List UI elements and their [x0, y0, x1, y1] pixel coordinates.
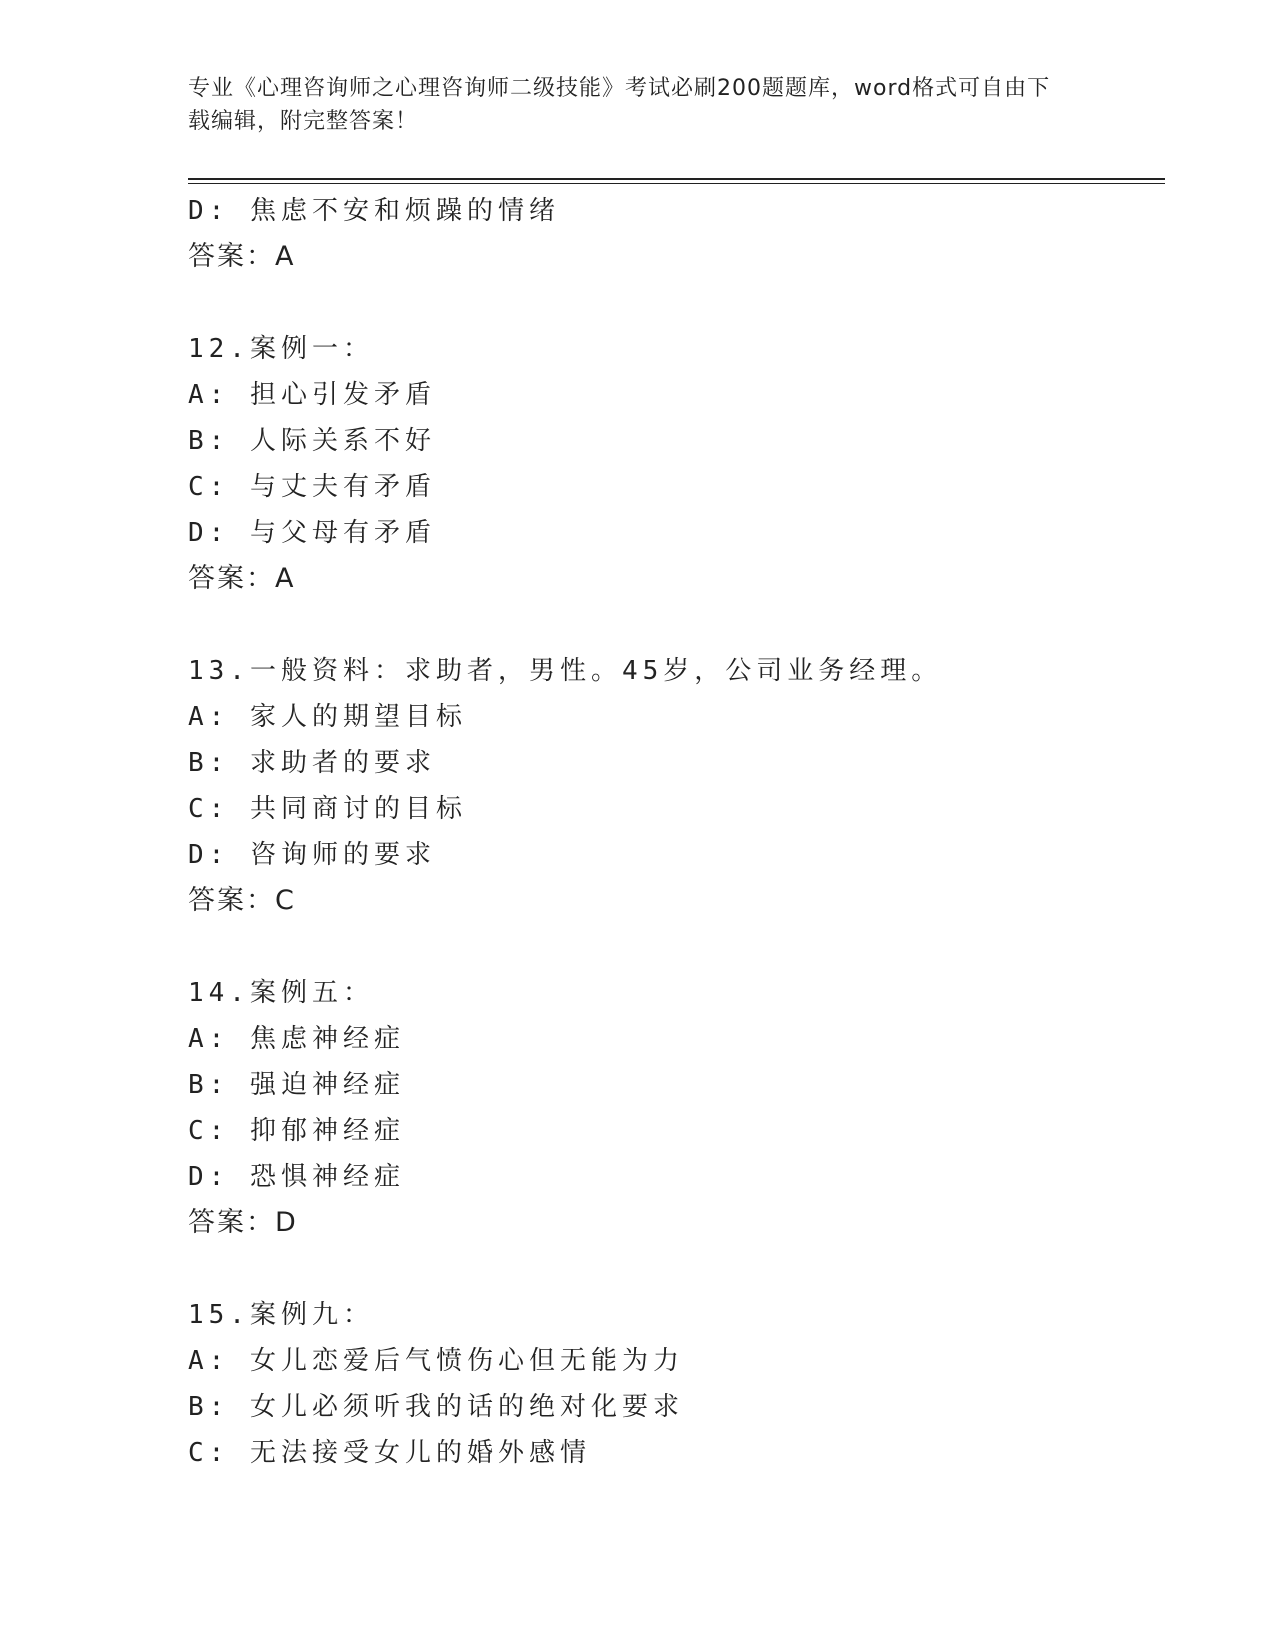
question-list	[188, 188, 1148, 1476]
option-line: D: 与父母有矛盾	[188, 518, 436, 548]
header-divider-top	[188, 178, 1165, 180]
question-stem: 14.案例五：	[188, 978, 374, 1008]
option-line: C: 抑郁神经症	[188, 1116, 405, 1146]
option-line: D: 咨询师的要求	[188, 840, 436, 870]
blank-spacer	[188, 924, 1148, 970]
option-line: C: 与丈夫有矛盾	[188, 472, 436, 502]
blank-spacer	[188, 1246, 1148, 1292]
answer-line: 答案：C	[188, 885, 296, 916]
answer-line: 答案：A	[188, 241, 296, 272]
option-line: C: 无法接受女儿的婚外感情	[188, 1438, 591, 1468]
option-line: D: 恐惧神经症	[188, 1162, 405, 1192]
option-line: B: 人际关系不好	[188, 426, 436, 456]
option-line: A: 焦虑神经症	[188, 1024, 405, 1054]
question-stem: 13.一般资料：求助者，男性。45岁，公司业务经理。	[188, 656, 943, 686]
option-line: B: 女儿必须听我的话的绝对化要求	[188, 1392, 684, 1422]
document-header: 专业《心理咨询师之心理咨询师二级技能》考试必刷200题题库，word格式可自由下载编辑，附完整答案！	[188, 76, 1051, 134]
option-line: C: 共同商讨的目标	[188, 794, 467, 824]
option-line: A: 担心引发矛盾	[188, 380, 436, 410]
header-divider-bottom	[188, 183, 1165, 184]
option-line: A: 女儿恋爱后气愤伤心但无能为力	[188, 1346, 684, 1376]
option-line: B: 强迫神经症	[188, 1070, 405, 1100]
question-stem: 12.案例一：	[188, 334, 374, 364]
blank-spacer	[188, 602, 1148, 648]
blank-spacer	[188, 280, 1148, 326]
option-line: D: 焦虑不安和烦躁的情绪	[188, 196, 560, 226]
answer-line: 答案：D	[188, 1207, 298, 1238]
question-stem: 15.案例九：	[188, 1300, 374, 1330]
option-line: A: 家人的期望目标	[188, 702, 467, 732]
answer-line: 答案：A	[188, 563, 296, 594]
option-line: B: 求助者的要求	[188, 748, 436, 778]
